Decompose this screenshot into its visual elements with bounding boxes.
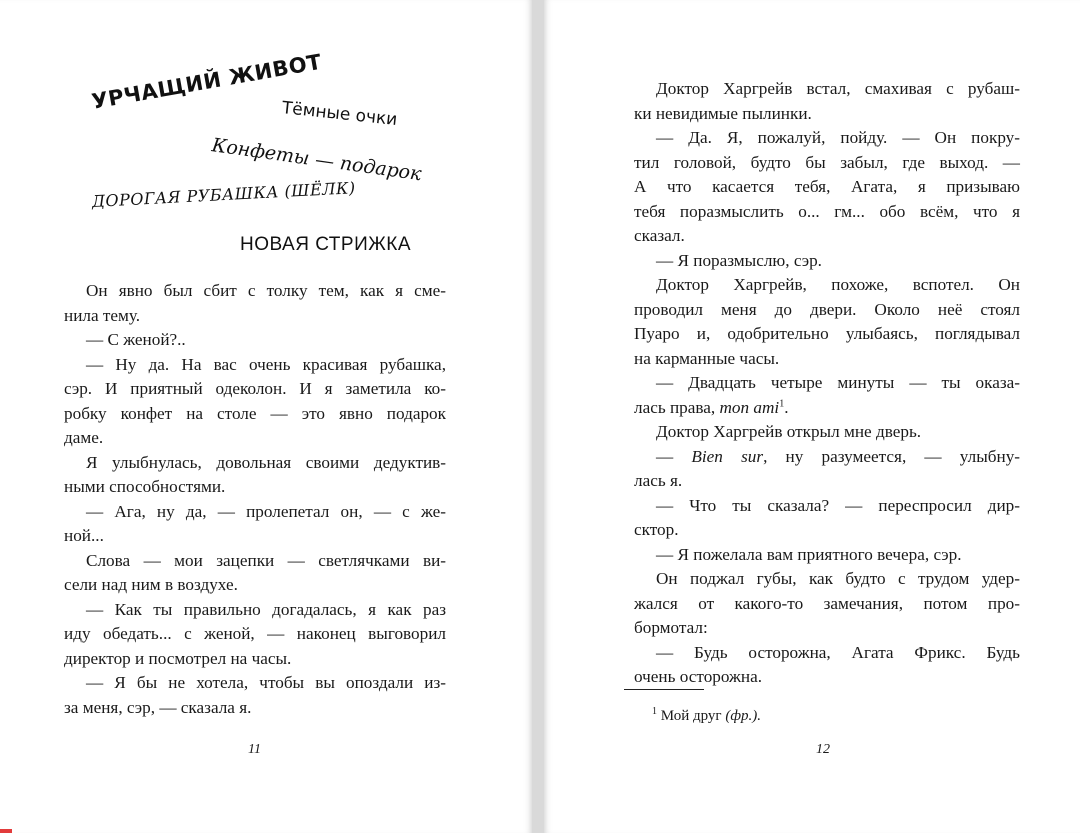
text-line: Пуаро и, одобрительно улыбаясь, поглядывал [634, 324, 1020, 343]
text-line: проводил меня до двери. Около неё стоял [634, 299, 1020, 319]
text-line: Доктор Харгрейв открыл мне дверь. [656, 422, 922, 441]
text-line: директор и посмотрел на часы. [64, 648, 292, 668]
text-line: — Двадцать четыре минуты — ты оказа- [656, 373, 1020, 392]
footnote-text: Мой друг [660, 708, 722, 724]
text-line: ными способностями. [64, 477, 226, 496]
foreign-phrase: Bien sur [691, 446, 764, 466]
text-line: Доктор Харгрейв встал, смахивая с рубаш- [656, 79, 1020, 98]
book-spine [532, 0, 544, 833]
text-line: Доктор Харгрейв, похоже, вспотел. Он [656, 275, 1020, 294]
text-line: тебя поразмыслить о... гм... обо всём, что я [634, 201, 1020, 221]
clue-note: Конфеты — подарок [210, 134, 423, 186]
text-line: даме. [64, 428, 104, 447]
text-line: Я улыбнулась, довольная своими дедуктив- [86, 452, 446, 472]
text-line: А что касается тебя, Агата, я призываю [634, 177, 1020, 196]
text-line: сэр. И приятный одеколон. И я заметила ко- [64, 379, 446, 398]
text-line: — Я поразмыслю, сэр. [656, 250, 822, 270]
text-line: тил головой, будто бы забыл, где выход. — [634, 152, 1020, 172]
text-line: нила тему. [64, 305, 141, 325]
text-line: лась права, mon ami$^1$. [634, 397, 789, 417]
clue-note: УРЧАЩИЙ ЖИВОТ [89, 49, 324, 114]
footnote-mark: 1 [779, 397, 785, 409]
clue-note: НОВАЯ СТРИЖКА [240, 234, 412, 255]
text-line: за меня, сэр, — сказала я. [64, 697, 252, 717]
footnote [652, 708, 761, 725]
handwritten-clues [0, 0, 532, 270]
text-line: — Будь осторожна, Агата Фрикс. Будь [656, 642, 1020, 662]
page-edge-mark [0, 829, 12, 833]
page-number: 12 [816, 742, 830, 757]
text-line: сктор. [634, 520, 679, 539]
text-line: бормотал: [634, 618, 708, 637]
left-page [0, 0, 532, 833]
text-line: сказал. [634, 226, 685, 245]
footnote-language: (фр.). [725, 708, 761, 724]
text-line: — Bien sur, ну разумеется, — улыбну- [656, 446, 1021, 466]
clue-note: Тёмные очки [280, 98, 399, 131]
foreign-phrase: mon ami [719, 397, 780, 417]
text-line: — Я пожелала вам приятного вечера, сэр. [656, 544, 962, 564]
text-line: ки невидимые пылинки. [634, 103, 812, 123]
text-line: — Ну да. На вас очень красивая рубашка, [86, 354, 446, 374]
text-fragment: лась права, [634, 397, 716, 417]
text-line: — Ага, ну да, — пролепетал он, — с же- [86, 501, 446, 521]
text-line: Он явно был сбит с толку тем, как я сме- [86, 281, 446, 300]
text-line: ной... [64, 526, 104, 545]
text-line: Слова — мои зацепки — светлячками ви- [86, 550, 446, 570]
text-line: лась я. [634, 471, 683, 490]
text-line: — Как ты правильно догадалась, я как раз [86, 599, 446, 619]
page-number: 11 [248, 742, 261, 757]
text-line: — Что ты сказала? — переспросил дир- [656, 495, 1020, 515]
text-line: — Да. Я, пожалуй, пойду. — Он покру- [656, 128, 1020, 147]
footnote-divider [624, 689, 704, 690]
text-line: на карманные часы. [634, 348, 780, 368]
text-line: — С женой?.. [86, 330, 186, 349]
right-body-text [634, 77, 1020, 690]
footnote-number: 1 [652, 706, 657, 717]
clue-note: ДОРОГАЯ РУБАШКА (ШЁЛК) [91, 178, 357, 211]
text-line: иду обедать... с женой, — наконец выговорил [64, 624, 446, 643]
text-line: жался от какого-то замечания, потом про- [634, 593, 1020, 613]
text-line: Он поджал губы, как будто с трудом удер- [656, 569, 1020, 588]
text-line: очень осторожна. [634, 667, 763, 686]
left-body-text [64, 279, 446, 720]
text-line: — Я бы не хотела, чтобы вы опоздали из- [86, 673, 446, 692]
text-line: сели над ним в воздухе. [64, 575, 238, 594]
text-line: робку конфет на столе — это явно подарок [64, 403, 446, 423]
